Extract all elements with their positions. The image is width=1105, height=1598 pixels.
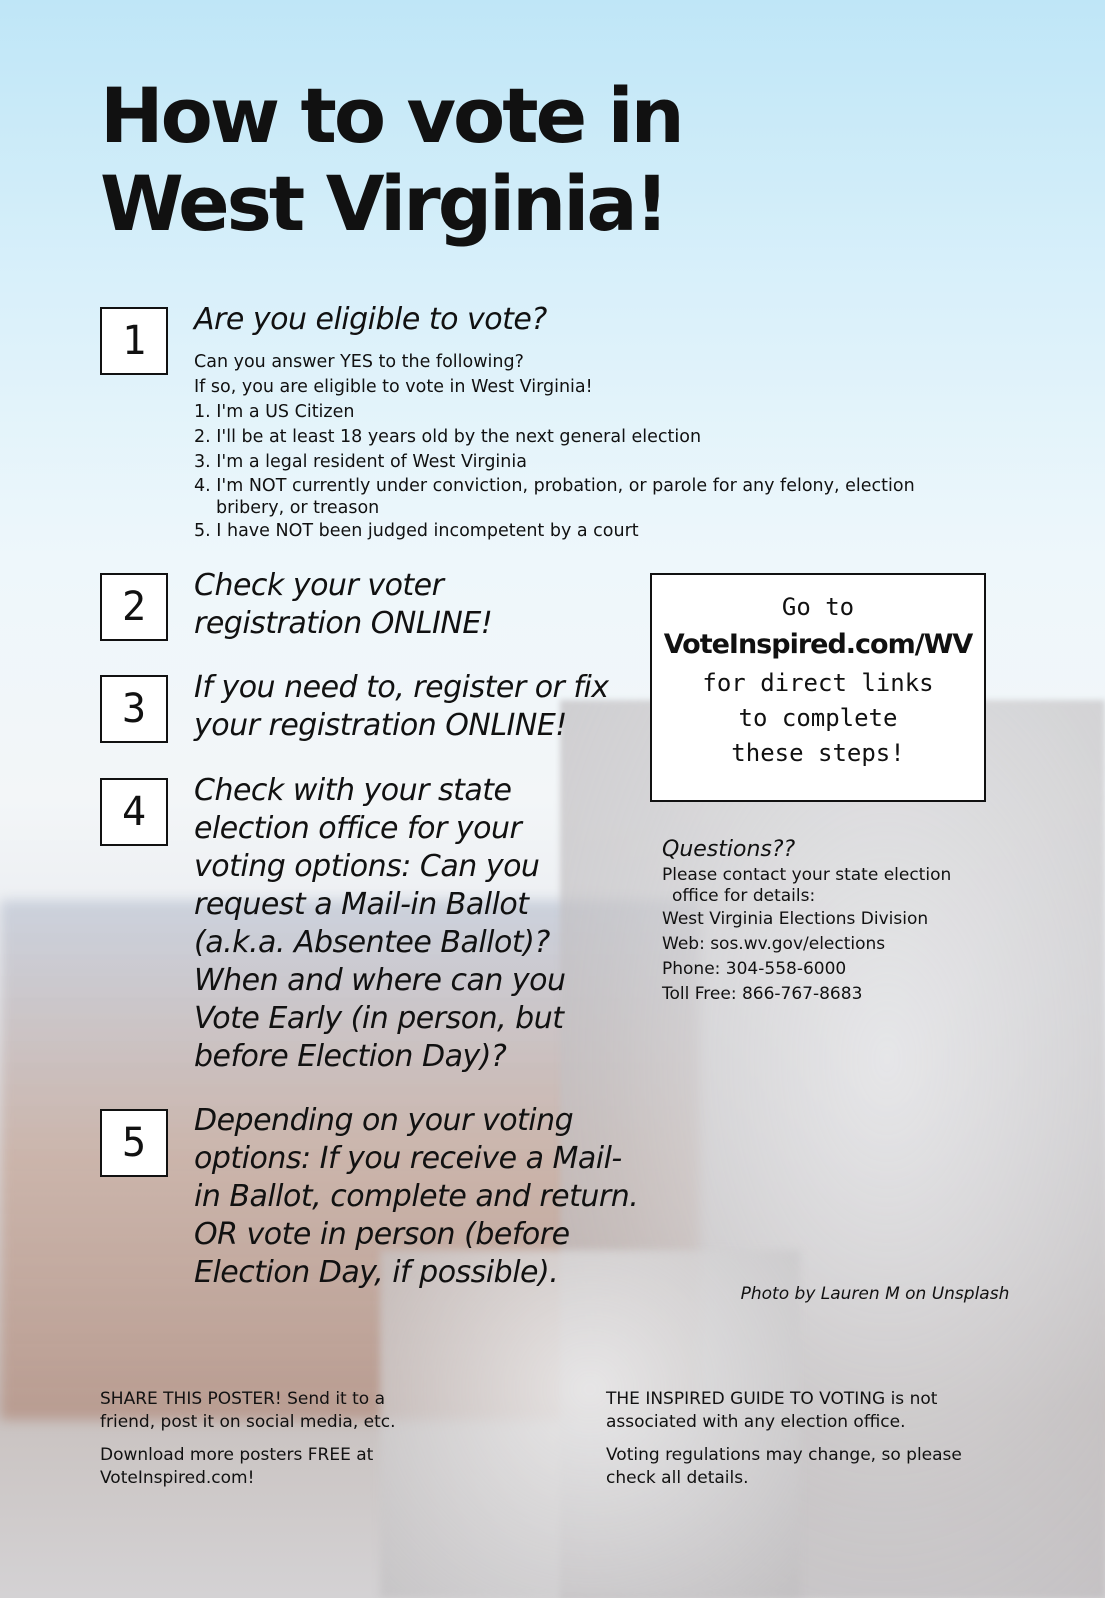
step-3-heading: If you need to, register or fix your registration ONLINE! [194, 670, 609, 743]
photo-credit: Photo by Lauren M on Unsplash [740, 1284, 1010, 1304]
callout-url[interactable]: VoteInspired.com/WV [663, 629, 973, 660]
step-4-number: 4 [100, 778, 168, 846]
website-callout [650, 573, 986, 802]
eligibility-list [194, 350, 915, 544]
step-5-heading: Depending on your voting options: If you receive a Mail-in Ballot, complete and return. OR vote in person (before Election Day, if possible). [194, 1103, 639, 1290]
step-2-number: 2 [100, 573, 168, 641]
questions-heading: Questions?? [662, 837, 796, 862]
questions-section [662, 835, 951, 1007]
callout-line: these steps! [731, 739, 905, 767]
list-item: 3. I'm a legal resident of West Virginia [194, 452, 527, 472]
disclaimer-text: THE INSPIRED GUIDE TO VOTING is not associated with any election office. [606, 1389, 938, 1432]
callout-line: Go to [781, 593, 855, 621]
step-4-heading: Check with your state election office for your voting options: Can you request a Mail-in Ballot (a.k.a. Absentee Ballot)? When and where can you Vote Early (in person, but before Election Day)? [194, 773, 566, 1074]
intro-line: Can you answer YES to the following? [194, 352, 524, 372]
contact-toll-free: Toll Free: 866-767-8683 [662, 984, 863, 1004]
contact-line: West Virginia Elections Division [662, 909, 929, 929]
list-item: 5. I have NOT been judged incompetent by a court [194, 521, 639, 541]
contact-line: Please contact your state election [662, 865, 952, 885]
list-item: 1. I'm a US Citizen [194, 402, 355, 422]
download-text: Download more posters FREE at VoteInspired.com! [100, 1445, 374, 1488]
regulations-text: Voting regulations may change, so please check all details. [606, 1445, 962, 1488]
step-2-heading: Check your voter registration ONLINE! [194, 568, 493, 641]
footer-left [100, 1388, 430, 1500]
step-1-number: 1 [100, 307, 168, 375]
footer-right [606, 1388, 986, 1500]
step-1-heading: Are you eligible to vote? [194, 302, 547, 337]
step-5-number: 5 [100, 1109, 168, 1177]
contact-phone: Phone: 304-558-6000 [662, 959, 847, 979]
step-3-number: 3 [100, 675, 168, 743]
intro-line: If so, you are eligible to vote in West Virginia! [194, 377, 593, 397]
list-item: 4. I'm NOT currently under conviction, probation, or parole for any felony, election [194, 476, 915, 496]
callout-line: to complete [738, 704, 898, 732]
contact-line: office for details: [672, 886, 816, 906]
contact-web[interactable]: Web: sos.wv.gov/elections [662, 934, 886, 954]
list-item: bribery, or treason [216, 498, 380, 518]
callout-line: for direct links [702, 669, 934, 697]
share-text: SHARE THIS POSTER! Send it to a friend, post it on social media, etc. [100, 1389, 396, 1432]
list-item: 2. I'll be at least 18 years old by the next general election [194, 427, 702, 447]
page-title: How to vote in West Virginia! [100, 71, 682, 248]
